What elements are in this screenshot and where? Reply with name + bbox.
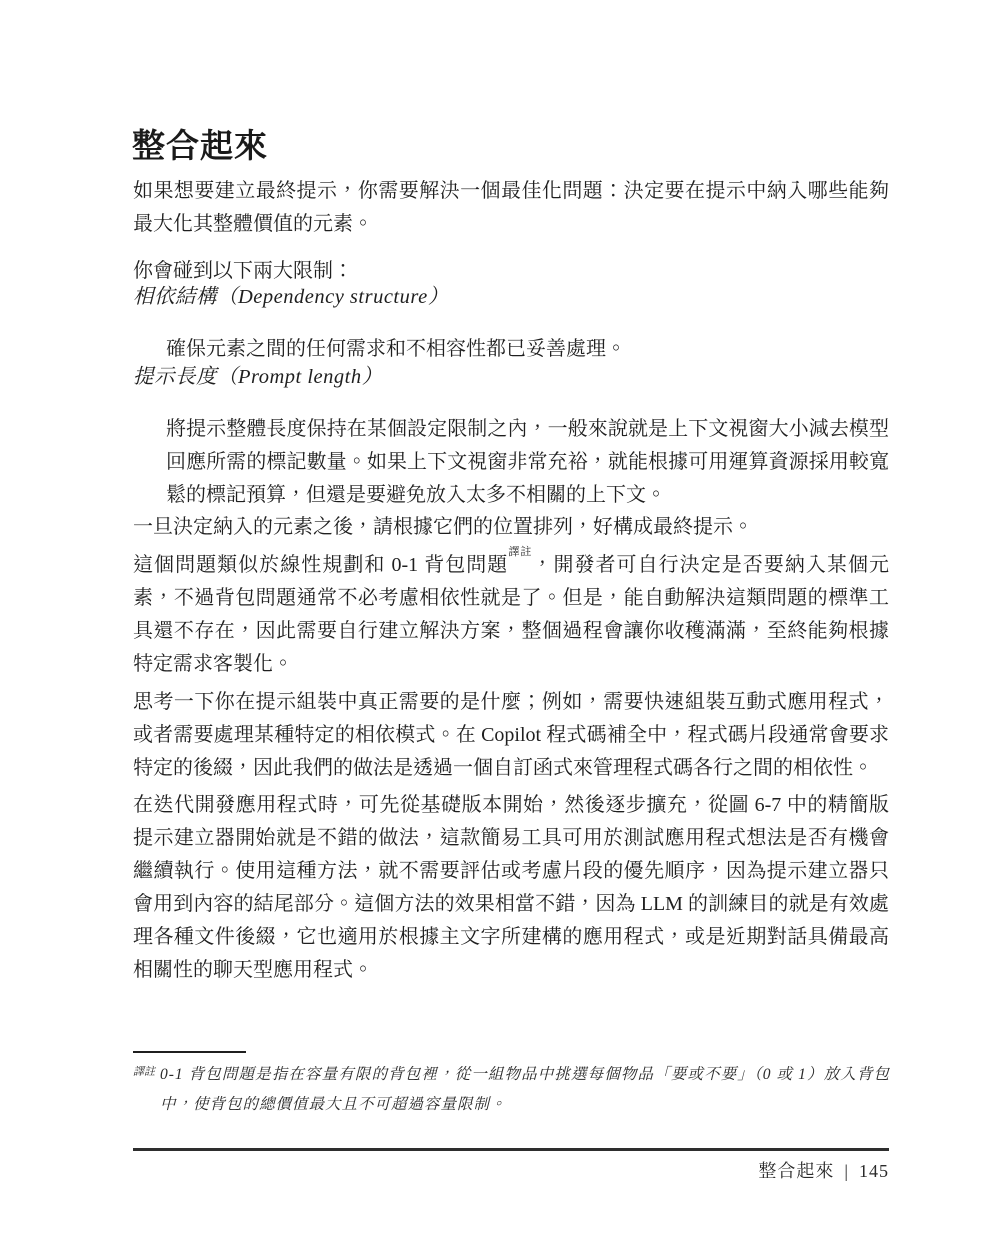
footer-page-number: 145	[859, 1161, 889, 1181]
page-title: 整合起來	[132, 127, 268, 165]
definition-term-en: Prompt length	[238, 366, 362, 388]
definition-description-dependency-structure: 確保元素之間的任何需求和不相容性都已妥善處理。	[166, 338, 626, 360]
definition-description-prompt-length: 將提示整體長度保持在某個設定限制之內，一般來說就是上下文視窗大小減去模型回應所需的標記數量。如果上下文視窗非常充裕，就能根據可用運算資源採用較寬鬆的標記預算，但還是要避免放入太多不相關的上下文。	[166, 418, 889, 506]
definition-term-dependency-structure	[133, 279, 449, 309]
definition-term-close: ）	[361, 366, 383, 388]
paragraph-knapsack	[133, 546, 889, 681]
intro-paragraph-1: 如果想要建立最終提示，你需要解決一個最佳化問題：決定要在提示中納入哪些能夠最大化其整體價值的元素。	[133, 180, 889, 235]
footer-chapter-title: 整合起來	[758, 1161, 835, 1181]
footnote-divider	[133, 1051, 246, 1053]
footnote-text: 0-1 背包問題是指在容量有限的背包裡，從一組物品中挑選每個物品「要或不要」（0 或 1）放入背包中，使背包的總價值最大且不可超過容量限制。	[160, 1066, 890, 1113]
definition-term-zh: 相依結構（	[133, 286, 238, 308]
intro-paragraph-2: 你會碰到以下兩大限制：	[133, 260, 353, 282]
footnote-reference: 譯註	[508, 546, 533, 559]
definition-term-en: Dependency structure	[238, 286, 428, 308]
paragraph-copilot: 思考一下你在提示組裝中真正需要的是什麼；例如，需要快速組裝互動式應用程式，或者需要處理某種特定的相依模式。在 Copilot 程式碼補全中，程式碼片段通常會要求特定的後綴，因此我們的做法是透過一個自訂函式來管理程式碼各行之間的相依性。	[133, 691, 889, 779]
footer-divider	[133, 1148, 889, 1151]
definition-term-zh: 提示長度（	[133, 366, 238, 388]
definition-term-prompt-length	[133, 359, 383, 389]
footnote-marker: 譯註	[133, 1066, 155, 1078]
page-footer	[133, 1157, 889, 1183]
paragraph-knapsack-text: 這個問題類似於線性規劃和 0-1 背包問題	[133, 554, 509, 576]
footer-separator: |	[844, 1161, 849, 1181]
paragraph-knapsack-text-after: ，開發者可自行決定是否要納入某個元素，不過背包問題通常不必考慮相依性就是了。但是，能自動解決這類問題的標準工具還不存在，因此需要自行建立解決方案，整個過程會讓你收穫滿滿，至終能夠根據特定需求客製化。	[133, 554, 889, 675]
footnote	[133, 1060, 890, 1120]
paragraph-iterative: 在迭代開發應用程式時，可先從基礎版本開始，然後逐步擴充，從圖 6-7 中的精簡版提示建立器開始就是不錯的做法，這款簡易工具可用於測試應用程式想法是否有機會繼續執行。使用這種方法，就不需要評估或考慮片段的優先順序，因為提示建立器只會用到內容的結尾部分。這個方法的效果相當不錯，因為 LLM 的訓練目的就是有效處理各種文件後綴，它也適用於根據主文字所建構的應用程式，或是近期對話具備最高相關性的聊天型應用程式。	[133, 794, 889, 981]
paragraph-ordering: 一旦決定納入的元素之後，請根據它們的位置排列，好構成最終提示。	[133, 516, 753, 538]
definition-term-close: ）	[427, 286, 449, 308]
